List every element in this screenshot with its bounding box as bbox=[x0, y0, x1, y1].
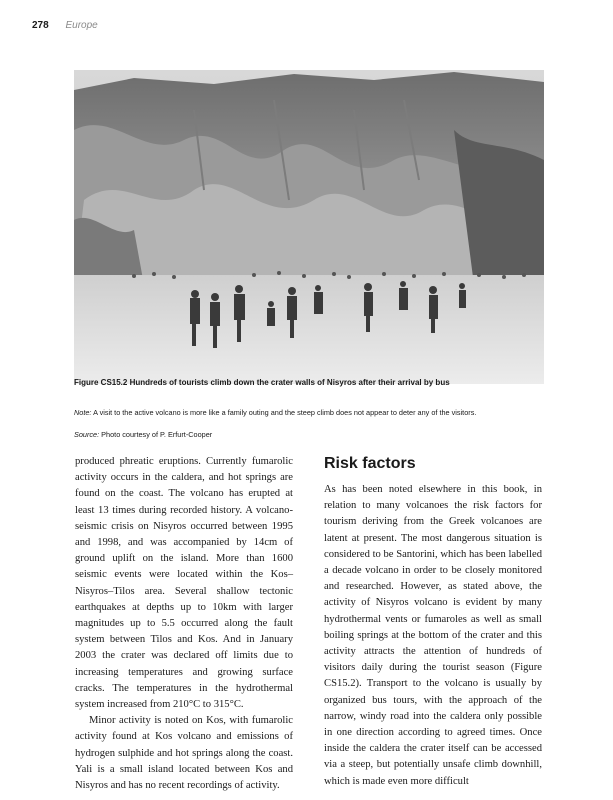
figure-note-text: A visit to the active volcano is more like a family outing and the steep climb does not appear to deter any of the visitors. bbox=[91, 408, 477, 417]
figure-photo bbox=[74, 70, 544, 384]
left-paragraph-1: produced phreatic eruptions. Currently fumarolic activity occurs in the caldera, and hot springs are found on the coast. The volcano has erupted at least 13 times during recorded history. A volcano-seismic crisis on Nisyros occurred between 1995 and 1998, and was accompanied by 14cm of ground uplift on the island. More than 1600 seismic events were located within the Kos–Nisyros–Tilos area. Several shallow tectonic earthquakes at depths up to 10km with larger magnitudes up to 5.5 occurred along the fault system between Tilos and Kos. And in January 2003 the crater was declared off limits due to increasing temperatures and growing surface cracks. The temperatures in the hydrothermal system increased from 210°C to 315°C. bbox=[75, 456, 293, 711]
crater-photo-illustration bbox=[74, 70, 544, 384]
figure-note-label: Note: bbox=[74, 408, 92, 417]
running-header bbox=[32, 20, 98, 31]
section-heading-risk-factors: Risk factors bbox=[324, 455, 416, 472]
figure-source-text: Photo courtesy of P. Erfurt-Cooper bbox=[99, 430, 213, 439]
figure-source bbox=[74, 430, 554, 440]
left-column bbox=[75, 454, 293, 794]
figure-source-label: Source: bbox=[74, 430, 100, 439]
right-column bbox=[324, 482, 542, 790]
figure-caption-title: Figure CS15.2 Hundreds of tourists climb down the crater walls of Nisyros after their arrival by bus bbox=[74, 378, 450, 387]
section-title: Europe bbox=[65, 20, 98, 31]
left-paragraph-2: Minor activity is noted on Kos, with fumarolic activity found at Kos volcano and emissions of hydrogen sulphide and hot springs along the coast. Yali is a small island located between Kos and Nisyros and has no recent recordings of activity. bbox=[75, 715, 293, 792]
right-paragraph-1: As has been noted elsewhere in this book, in relation to many volcanoes the risk factors for tourism deriving from the Greek volcanoes are latent at present. The most dangerous situation is considered to be Santorini, which has been labelled a decade volcano in order to be closely monitored and researched. However, as stated above, the activity of Nisyros volcano is evident by many hydrothermal vents or fumaroles as well as small boiling springs at the bottom of the crater and this activity attracts the attention of hundreds of visitors daily during the tourist season (Figure CS15.2). Transport to the volcano is usually by organized bus tours, with the approach of the narrow, windy road into the caldera only possible in one direction according to agreed times. Once inside the caldera the crater itself can be accessed via a steep, but potentially unsafe climb downhill, which is made even more difficult bbox=[324, 484, 542, 787]
page-number: 278 bbox=[32, 20, 49, 31]
figure-note bbox=[74, 408, 554, 418]
